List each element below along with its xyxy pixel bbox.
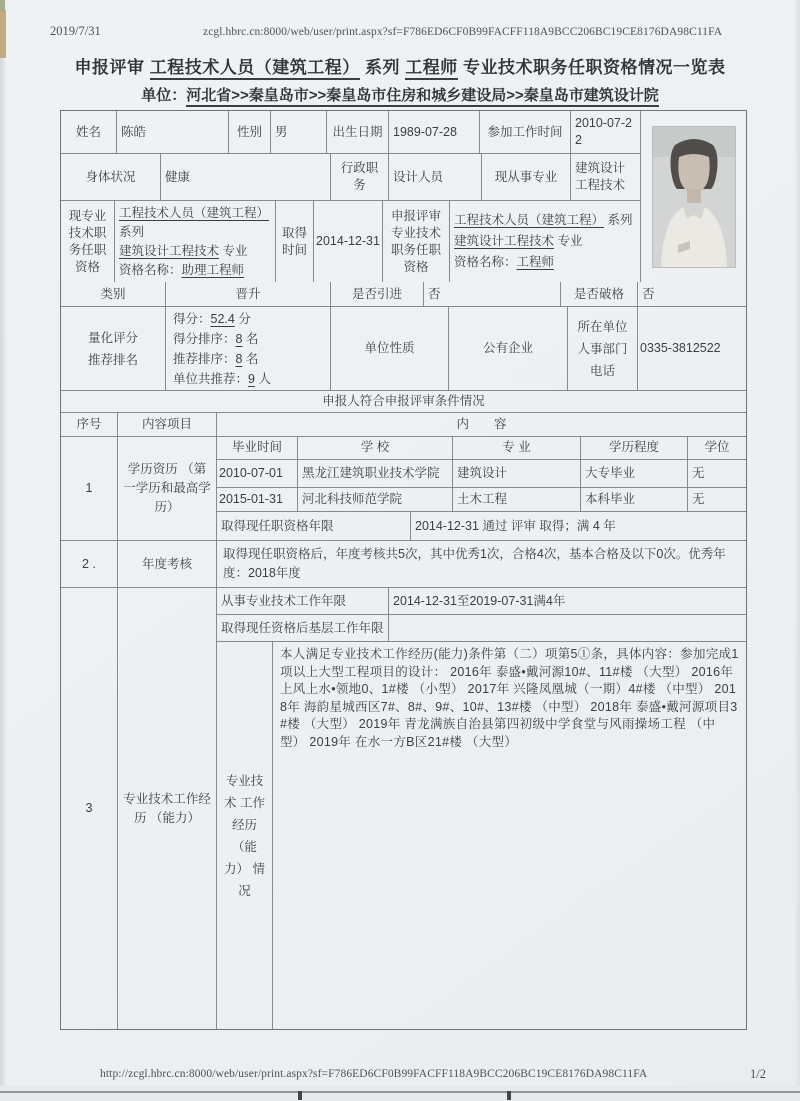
gender-label: 性别 — [229, 111, 271, 153]
edu-1-degree-level: 大专毕业 — [581, 460, 688, 487]
education-row-1 — [217, 460, 746, 488]
row-education — [61, 437, 746, 541]
import-value: 否 — [424, 282, 561, 306]
edu-col-school: 学 校 — [298, 437, 453, 459]
grassroots-value — [389, 615, 746, 641]
title-series-underlined: 工程技术人员（建筑工程） — [150, 58, 360, 80]
import-label: 是否引进 — [331, 282, 424, 306]
print-date: 2019/7/31 — [50, 24, 101, 38]
applicant-photo-image — [653, 127, 735, 267]
profession-label: 现从事专业 — [482, 154, 571, 200]
experience-item-label: 专业技术工作经历 （能力） — [118, 588, 217, 1029]
current-qualification-label: 现专业技术职务任职资格 — [61, 201, 115, 282]
category-label: 类别 — [61, 282, 166, 306]
edu-2-degree: 无 — [692, 491, 705, 506]
education-no: 1 — [61, 437, 118, 540]
hr-phone-label: 所在单位人事部门电话 — [568, 307, 638, 390]
education-subtable — [217, 437, 746, 540]
current-series: 工程技术人员（建筑工程） — [119, 205, 270, 220]
unit-type-label: 单位性质 — [331, 307, 449, 390]
score-line-4: 单位共推荐：9 人 — [173, 371, 271, 386]
conditions-section-header — [61, 391, 746, 413]
assessment-content: 取得现任职资格后，年度考核共5次，其中优秀1次，合格4次，基本合格及以下0次。优秀年度：2018年度 — [223, 547, 726, 580]
name-label: 姓名 — [61, 111, 117, 153]
col-header-content: 内 容 — [456, 417, 507, 431]
apply-cert-value: 工程师 — [516, 255, 555, 269]
edu-2-school: 河北科技师范学院 — [298, 488, 453, 512]
unit-value: 河北省>>秦皇岛市>>秦皇岛市住房和城乡建设局>>秦皇岛市建筑设计院 — [186, 87, 659, 107]
row-category — [61, 282, 746, 307]
score-line-2: 得分排序：8 名 — [173, 331, 259, 346]
scan-next-page-sliver — [0, 1086, 800, 1101]
row-qualifications — [61, 201, 641, 282]
score-line-3: 推荐排序：8 名 — [173, 351, 259, 366]
grassroots-years-row — [217, 615, 746, 642]
scan-corner-artifact-tan — [0, 10, 6, 58]
applicant-photo — [653, 127, 735, 267]
apply-qualification-label: 申报评审专业技术职务任职资格 — [383, 201, 450, 282]
experience-detail-row — [217, 642, 746, 1029]
current-major-suffix: 专业 — [222, 243, 248, 258]
assessment-no: 2 . — [61, 541, 118, 587]
next-page-table-tick — [298, 1091, 302, 1100]
education-row-2 — [217, 488, 746, 513]
edu-col-degree: 学位 — [704, 440, 730, 455]
apply-qualification-value — [450, 201, 641, 282]
edu-2-degree-level: 本科毕业 — [581, 488, 688, 512]
edu-col-degree-level: 学历程度 — [581, 437, 688, 459]
experience-sub-label: 专业技术 工作经历 （能力） 情况 — [217, 642, 273, 1029]
apply-series-suffix: 系列 — [607, 213, 633, 227]
score-line-1: 得分：52.4 分 — [173, 311, 251, 326]
row-score — [61, 307, 746, 391]
exceptional-label: 是否破格 — [561, 282, 638, 306]
birth-date-label: 出生日期 — [327, 111, 389, 153]
apply-major-suffix: 专业 — [557, 234, 583, 248]
edu-1-school: 黑龙江建筑职业技术学院 — [298, 460, 453, 487]
row-experience-group — [61, 588, 746, 1029]
edu-1-major: 建筑设计 — [453, 460, 581, 487]
applicant-photo-cell — [641, 111, 746, 282]
join-work-label: 参加工作时间 — [480, 111, 571, 153]
current-qualification-value — [115, 201, 276, 282]
profession-value: 建筑设计工程技术 — [571, 154, 641, 200]
print-footer-url: http://zcgl.hbrc.cn:8000/web/user/print.aspx?sf=F786ED6CF0B99FACFF118A9BCC206BC19CE8176DA98C11FA — [100, 1068, 648, 1080]
next-page-table-tick — [507, 1091, 511, 1100]
work-years-row — [217, 588, 746, 615]
conditions-section-title: 申报人符合申报评审条件情况 — [322, 394, 485, 408]
exceptional-value: 否 — [642, 286, 655, 301]
score-details — [166, 307, 331, 390]
category-value: 晋升 — [166, 282, 331, 306]
col-header-no: 序号 — [61, 413, 118, 436]
health-value: 健康 — [161, 154, 331, 200]
qualification-table — [60, 110, 747, 1030]
admin-post-value: 设计人员 — [389, 154, 482, 200]
row-annual-assessment — [61, 541, 746, 588]
apply-cert-label: 资格名称： — [454, 255, 517, 269]
apply-series: 工程技术人员（建筑工程） — [454, 213, 605, 227]
name-value: 陈皓 — [117, 111, 229, 153]
assessment-item-label: 年度考核 — [118, 541, 217, 587]
scan-right-edge — [794, 0, 800, 1101]
edu-1-degree: 无 — [692, 465, 705, 480]
edu-col-major: 专 业 — [453, 437, 581, 459]
unit-line — [0, 84, 800, 105]
form-title — [0, 53, 800, 78]
experience-content: 本人满足专业技术工作经历(能力)条件第（二）项第5①条，具体内容：参加完成1项以上大型工程项目的设计： 2016年 泰盛•戴河源10#、11#楼 （大型） 2016年 上风上水•领地0、1#楼 （小型） 2017年 兴隆凤凰城（一期）4#楼 （中型） 2018年 海韵星城西区7#、8#、9#、10#、13#楼 （中型） 2018年 泰盛•戴河源项目3#楼 （大型） 2019年 青龙满族自治县第四初级中学食堂与风雨操场工程 （中型） 2019年 在水一方B区21#楼 （大型） — [280, 647, 739, 749]
work-years-label: 从事专业技术工作年限 — [217, 588, 389, 614]
experience-no: 3 — [61, 588, 118, 1029]
education-tenure-row — [217, 512, 746, 540]
edu-2-grad-date: 2015-01-31 — [217, 488, 298, 512]
row-name-gender-birth — [61, 111, 641, 154]
edu-2-major: 土木工程 — [453, 488, 581, 512]
page-indicator: 1/2 — [750, 1067, 766, 1081]
tenure-value: 2014-12-31 通过 评审 取得；满 4 年 — [415, 518, 616, 533]
birth-date-value: 1989-07-28 — [389, 111, 480, 153]
work-years-value: 2014-12-31至2019-07-31满4年 — [393, 593, 566, 608]
health-label: 身体状况 — [61, 154, 161, 200]
next-page-table-edge — [0, 1091, 800, 1093]
scan-left-edge — [0, 0, 7, 1101]
grassroots-label: 取得现任资格后基层工作年限 — [217, 615, 389, 641]
gender-value: 男 — [271, 111, 327, 153]
obtain-time-label: 取得时间 — [276, 201, 314, 282]
apply-major: 建筑设计工程技术 — [454, 234, 555, 248]
current-cert-label: 资格名称： — [119, 262, 182, 277]
join-work-value: 2010-07-22 — [571, 111, 641, 153]
edu-col-grad-date: 毕业时间 — [217, 437, 298, 459]
current-major: 建筑设计工程技术 — [119, 243, 220, 258]
score-label: 量化评分 推荐排名 — [61, 307, 166, 390]
col-header-item: 内容项目 — [118, 413, 217, 436]
hr-phone-value: 0335-3812522 — [640, 341, 721, 355]
current-series-suffix: 系列 — [119, 224, 145, 239]
edu-1-grad-date: 2010-07-01 — [217, 460, 298, 487]
title-series-suffix: 系列 — [365, 58, 400, 77]
obtain-time-value: 2014-12-31 — [314, 201, 383, 282]
title-prefix: 申报评审 — [74, 58, 145, 77]
education-item-label: 学历资历 （第一学历和最高学历） — [118, 437, 217, 540]
conditions-columns-header — [61, 413, 746, 437]
education-subtable-header — [217, 437, 746, 460]
tenure-label: 取得现任职资格年限 — [217, 512, 411, 540]
row-health-post — [61, 154, 641, 201]
current-cert-value: 助理工程师 — [181, 262, 245, 277]
basic-info-rowgroup — [61, 111, 746, 282]
unit-label: 单位： — [141, 87, 187, 104]
unit-type-value: 公有企业 — [449, 307, 568, 390]
admin-post-label: 行政职务 — [331, 154, 389, 200]
title-rank-underlined: 工程师 — [405, 58, 458, 80]
title-suffix: 专业技术职务任职资格情况一览表 — [462, 58, 726, 77]
print-header-url: zcgl.hbrc.cn:8000/web/user/print.aspx?sf=F786ED6CF0B99FACFF118A9BCC206BC19CE8176DA98C11FA — [203, 26, 723, 38]
